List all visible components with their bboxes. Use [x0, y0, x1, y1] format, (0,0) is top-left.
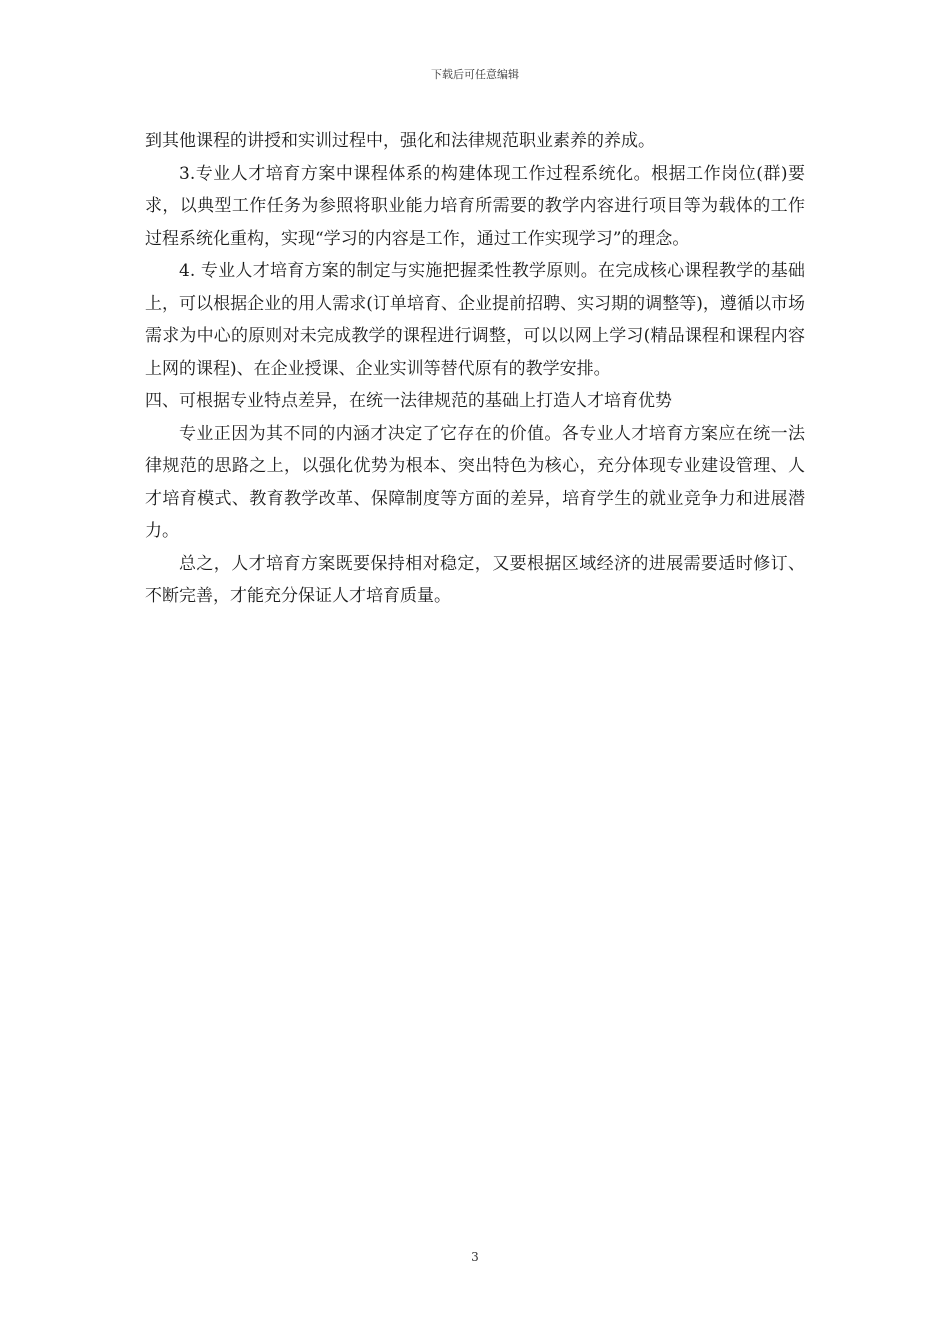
- page-header-note: 下载后可任意编辑: [431, 68, 519, 81]
- paragraph-continuation: 到其他课程的讲授和实训过程中，强化和法律规范职业素养的养成。: [145, 131, 655, 151]
- document-body: [145, 125, 805, 613]
- paragraph-section-4-body: 专业正因为其不同的内涵才决定了它存在的价值。各专业人才培育方案应在统一法律规范的思路之上，以强化优势为根本、突出特色为核心，充分体现专业建设管理、人才培育模式、教育教学改革、保障制度等方面的差异，培育学生的就业竞争力和进展潜力。: [145, 423, 805, 541]
- section-heading-4: 四、可根据专业特点差异，在统一法律规范的基础上打造人才培育优势: [145, 391, 672, 411]
- paragraph-item-3: 3.专业人才培育方案中课程体系的构建体现工作过程系统化。根据工作岗位(群)要求，以典型工作任务为参照将职业能力培育所需要的教学内容进行项目等为载体的工作过程系统化重构，实现“学习的内容是工作，通过工作实现学习”的理念。: [145, 163, 805, 249]
- paragraph-conclusion: 总之，人才培育方案既要保持相对稳定，又要根据区域经济的进展需要适时修订、不断完善，才能充分保证人才培育质量。: [145, 553, 805, 606]
- paragraph-item-4: 4. 专业人才培育方案的制定与实施把握柔性教学原则。在完成核心课程教学的基础上，可以根据企业的用人需求(订单培育、企业提前招聘、实习期的调整等)，遵循以市场需求为中心的原则对未完成教学的课程进行调整，可以以网上学习(精品课程和课程内容上网的课程)、在企业授课、企业实训等替代原有的教学安排。: [145, 261, 805, 379]
- page-number: 3: [471, 1250, 479, 1264]
